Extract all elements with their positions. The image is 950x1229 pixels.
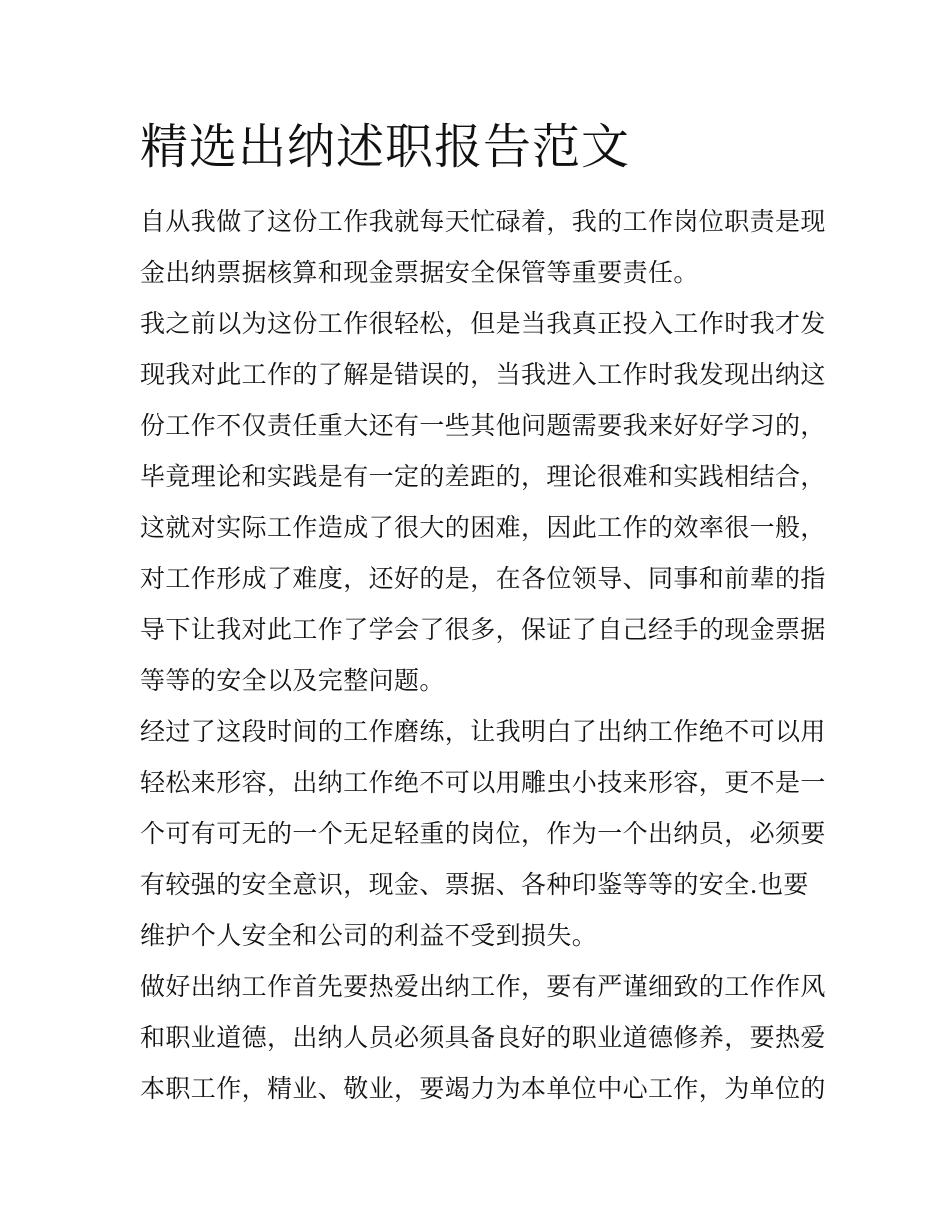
text-line-8: 对工作形成了难度，还好的是，在各位领导、同事和前辈的指 <box>140 564 826 593</box>
text-line-18: 本职工作，精业、敬业，要竭力为本单位中心工作，为单位的 <box>140 1074 826 1103</box>
text-line-9: 导下让我对此工作了学会了很多，保证了自己经手的现金票据 <box>140 615 826 644</box>
text-line-6: 毕竟理论和实践是有一定的差距的，理论很难和实践相结合， <box>140 462 826 491</box>
text-line-4: 现我对此工作的了解是错误的，当我进入工作时我发现出纳这 <box>140 360 826 389</box>
text-line-13: 个可有可无的一个无足轻重的岗位，作为一个出纳员，必须要 <box>140 819 826 848</box>
document-title: 精选出纳述职报告范文 <box>140 119 631 175</box>
text-line-11: 经过了这段时间的工作磨练，让我明白了出纳工作绝不可以用 <box>140 717 826 746</box>
text-line-15: 维护个人安全和公司的利益不受到损失。 <box>140 921 598 950</box>
text-line-5: 份工作不仅责任重大还有一些其他问题需要我来好好学习的， <box>140 411 826 440</box>
text-line-16: 做好出纳工作首先要热爱出纳工作，要有严谨细致的工作作风 <box>140 972 826 1001</box>
text-line-10: 等等的安全以及完整问题。 <box>140 666 445 695</box>
text-line-3: 我之前以为这份工作很轻松，但是当我真正投入工作时我才发 <box>140 309 826 338</box>
text-line-1: 自从我做了这份工作我就每天忙碌着，我的工作岗位职责是现 <box>140 207 826 236</box>
text-line-2: 金出纳票据核算和现金票据安全保管等重要责任。 <box>140 258 699 287</box>
text-line-12: 轻松来形容，出纳工作绝不可以用雕虫小技来形容，更不是一 <box>140 768 826 797</box>
document-body <box>140 196 826 1114</box>
text-line-17: 和职业道德，出纳人员必须具备良好的职业道德修养，要热爱 <box>140 1023 826 1052</box>
text-line-7: 这就对实际工作造成了很大的困难，因此工作的效率很一般， <box>140 513 826 542</box>
text-line-14: 有较强的安全意识，现金、票据、各种印鉴等等的安全.也要 <box>140 870 809 899</box>
